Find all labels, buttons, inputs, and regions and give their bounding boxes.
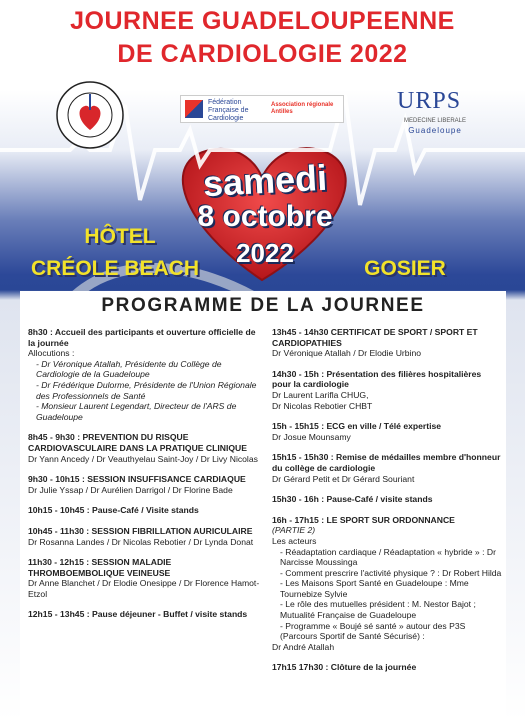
- entry-heading: 10h15 - 10h45 : Pause-Café / Visite stands: [28, 505, 199, 516]
- venue-city: GOSIER: [364, 257, 446, 280]
- entry-line: Allocutions :: [28, 348, 75, 359]
- urps-sub: MEDECINE LIBERALE: [403, 118, 467, 124]
- entry-line: Dr Rosanna Landes / Dr Nicolas Rebotier / Dr Lynda Donat: [28, 536, 254, 547]
- program-entry: [28, 474, 262, 495]
- entry-heading: 8h45 - 9h30 : PREVENTION DU RISQUE CARDIOVASCULAIRE DANS LA PRATIQUE CLINIQUE: [28, 432, 247, 453]
- entry-line: - Comment prescrire l'activité physique ? : Dr Robert Hilda: [280, 567, 502, 578]
- ffc-assoc1: Association régionale: [271, 102, 334, 108]
- program-entry: [272, 494, 502, 505]
- entry-line: Les acteurs: [272, 535, 317, 546]
- entry-line: - Réadaptation cardiaque / Réadaptation « hybride » : Dr Narcisse Moussinga: [280, 546, 496, 568]
- entry-italic-line: - Dr Véronique Atallah, Présidente du Collège de Cardiologie de la Guadeloupe: [36, 358, 222, 380]
- ffc-assoc2: Antilles: [271, 109, 293, 115]
- entry-line: - Programme « Boujé sé santé » autour des P3S (Parcours Sportif de Santé Sécurisé) :: [280, 620, 466, 642]
- college-logo: [55, 80, 125, 150]
- ffc-line3: Cardiologie: [208, 115, 244, 122]
- entry-line: Dr Anne Blanchet / Dr Elodie Onesippe / Dr Florence Hamot-Etzol: [28, 578, 260, 599]
- entry-heading: 12h15 - 13h45 : Pause déjeuner - Buffet / visite stands: [28, 609, 248, 620]
- program-entry: [272, 369, 502, 411]
- program-entry: [28, 432, 262, 464]
- entry-line: Dr Nicolas Rebotier CHBT: [272, 400, 373, 411]
- title-line-2: DE CARDIOLOGIE 2022: [117, 40, 408, 68]
- ffc-line2: Française de: [208, 107, 249, 114]
- entry-italic-line: (PARTIE 2): [272, 525, 316, 536]
- venue-hotel-line1: HÔTEL: [84, 225, 156, 248]
- entry-line: Dr Véronique Atallah / Dr Elodie Urbino: [272, 348, 422, 359]
- entry-heading: 13h45 - 14h30 CERTIFICAT DE SPORT / SPORT ET CARDIOPATHIES: [272, 327, 478, 348]
- entry-heading: 17h15 17h30 : Clôture de la journée: [272, 662, 417, 673]
- entry-line: - Le rôle des mutuelles président : M. Nestor Bajot ; Mutualité Française de Guadeloupe: [280, 599, 476, 621]
- program-title: PROGRAMME DE LA JOURNEE: [101, 295, 425, 316]
- entry-line: - Les Maisons Sport Santé en Guadeloupe : Mme Tournebize Sylvie: [280, 578, 469, 599]
- ffc-line1: Fédération: [208, 99, 242, 106]
- program-entry: [28, 327, 262, 422]
- entry-heading: 9h30 - 10h15 : SESSION INSUFFISANCE CARDIAQUE: [28, 474, 246, 485]
- entry-heading: 16h - 17h15 : LE SPORT SUR ORDONNANCE: [272, 514, 455, 525]
- entry-line: Dr Julie Yssap / Dr Aurélien Darrigol / Dr Florine Bade: [28, 484, 233, 495]
- event-date: 8 octobre: [197, 200, 333, 233]
- urps-name: URPS: [397, 88, 462, 114]
- urps-logo: [395, 88, 475, 146]
- entry-heading: 15h15 - 15h30 : Remise de médailles membre d'honneur du collège de cardiologie: [272, 452, 501, 473]
- entry-line: Dr André Atallah: [272, 641, 335, 652]
- event-year: 2022: [236, 238, 294, 268]
- entry-line: Dr Yann Ancedy / Dr Veauthyelau Saint-Joy / Dr Livy Nicolas: [28, 453, 258, 464]
- entry-heading: 14h30 - 15h : Présentation des filières hospitalières pour la cardiologie: [272, 368, 482, 390]
- entry-heading: 15h - 15h15 : ECG en ville / Télé expertise: [272, 421, 442, 432]
- program-box: [20, 291, 506, 721]
- college-seal-icon: [55, 80, 125, 150]
- entry-heading: 15h30 - 16h : Pause-Café / visite stands: [272, 494, 433, 505]
- venue-hotel-line2: CRÉOLE BEACH: [30, 257, 199, 280]
- title-line-1: JOURNEE GUADELOUPEENNE: [70, 7, 455, 35]
- entry-italic-line: - Dr Frédérique Dulorme, Présidente de l'Union Régionale des Professionnels de Santé: [36, 379, 257, 401]
- entry-heading: 10h45 - 11h30 : SESSION FIBRILLATION AURICULAIRE: [28, 525, 253, 536]
- program-entry: [272, 421, 502, 442]
- program-entry: [272, 515, 502, 653]
- program-left-column: [28, 327, 262, 630]
- entry-heading: 8h30 : Accueil des participants et ouverture officielle de la journée: [28, 327, 256, 348]
- entry-line: Dr Josue Mounsamy: [272, 431, 351, 442]
- program-entry: [272, 327, 502, 359]
- program-entry: [28, 505, 262, 516]
- event-day: samedi: [201, 156, 328, 205]
- program-right-column: [272, 327, 502, 683]
- program-entry: [28, 609, 262, 620]
- program-entry: [272, 452, 502, 484]
- program-entry: [28, 526, 262, 547]
- entry-line: Dr Laurent Larifla CHUG,: [272, 389, 369, 400]
- program-entry: [28, 557, 262, 599]
- ffc-logo: [180, 95, 344, 123]
- urps-region: Guadeloupe: [408, 126, 462, 135]
- entry-line: Dr Gérard Petit et Dr Gérard Souriant: [272, 473, 415, 484]
- ffc-mark-icon: [185, 100, 203, 118]
- entry-italic-line: - Monsieur Laurent Legendart, Directeur de l'ARS de Guadeloupe: [36, 401, 237, 422]
- entry-heading: 11h30 - 12h15 : SESSION MALADIE THROMBOEMBOLIQUE VEINEUSE: [28, 557, 172, 578]
- program-entry: [272, 662, 502, 673]
